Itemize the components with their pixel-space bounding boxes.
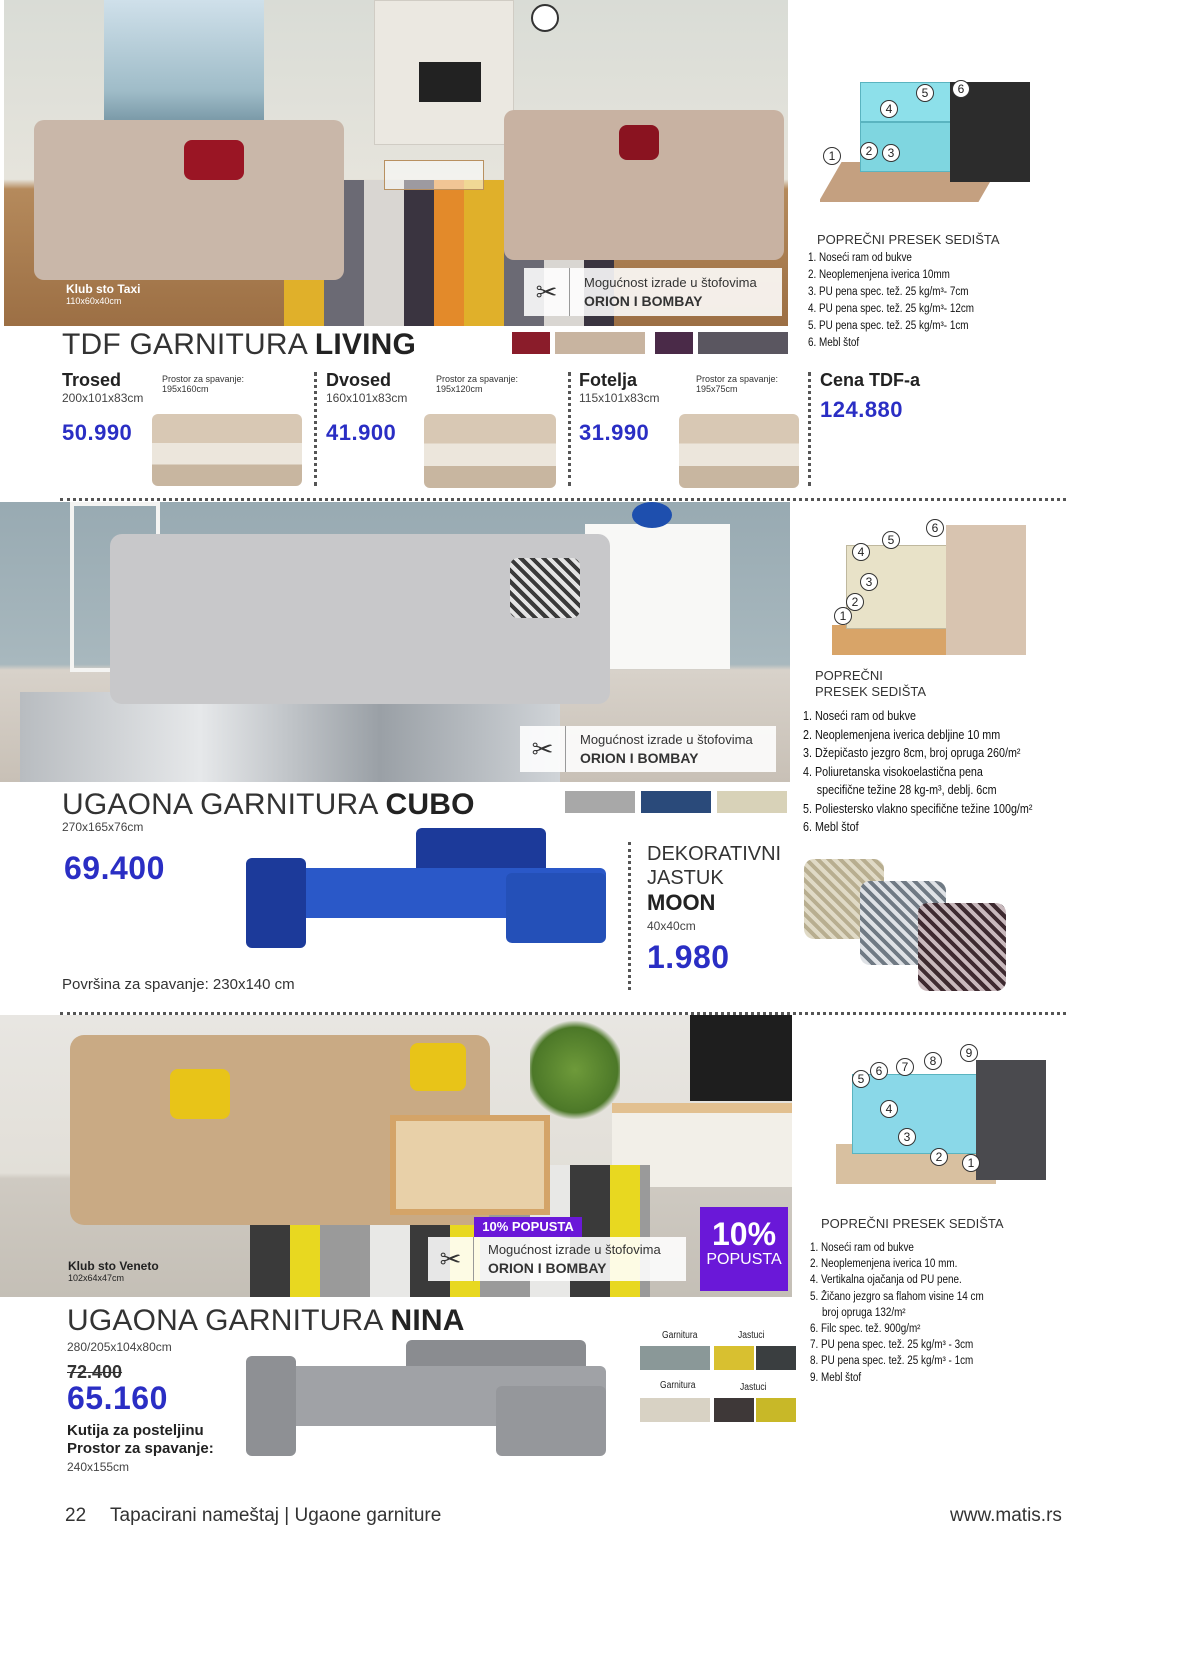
color-swatch <box>512 332 550 354</box>
spec-item: 8. PU pena spec. tež. 25 kg/m³ - 1cm <box>810 1355 974 1368</box>
rug <box>20 692 560 782</box>
sleep-area-text: Površina za spavanje: 230x140 cm <box>62 976 295 993</box>
pillow-label-1: DEKORATIVNI <box>647 843 782 865</box>
table-name: Klub sto Veneto <box>68 1259 159 1273</box>
spec-title-line2: PRESEK SEDIŠTA <box>815 684 927 699</box>
divider <box>628 842 631 990</box>
window <box>104 0 264 130</box>
color-swatch <box>655 332 693 354</box>
sleep-label: Prostor za spavanje: <box>436 374 519 384</box>
old-price: 72.400 <box>67 1362 123 1382</box>
spec-list <box>810 1240 1070 1386</box>
spec-item: 9. Mebl štof <box>810 1371 862 1384</box>
table-name: Klub sto Taxi <box>66 282 141 296</box>
footer-category: Tapacirani nameštaj | Ugaone garniture <box>110 1505 442 1526</box>
scissors-icon: ✂ <box>524 268 570 316</box>
color-swatch <box>565 791 635 813</box>
combo-label-jastuci: Jastuci <box>740 1382 767 1393</box>
fabric-line1: Mogućnost izrade u štofovima <box>580 732 753 747</box>
pillows-image <box>800 855 1020 995</box>
title-bold: LIVING <box>314 328 417 361</box>
fabric-swatch <box>756 1346 796 1370</box>
fabric-options-box <box>524 268 782 316</box>
fabric-swatch <box>714 1346 754 1370</box>
divider <box>808 372 811 486</box>
fabric-line2: ORION I BOMBAY <box>580 750 699 766</box>
spec-list <box>808 250 1068 352</box>
spec-item: 6. Mebl štof <box>803 820 859 834</box>
pillow-block <box>647 842 781 976</box>
sleep-space <box>436 374 518 394</box>
fabric-swatch <box>714 1398 754 1422</box>
badge-text: POPUSTA <box>706 1251 782 1268</box>
product-title-nina <box>67 1304 465 1338</box>
title-light: UGAONA GARNITURA <box>67 1304 382 1337</box>
badge-percent: 10% <box>711 1216 777 1252</box>
spec-item: 5. Poliestersko vlakno specifične težine 100g/m² <box>803 801 1033 816</box>
sleep-label: Prostor za spavanje: <box>696 374 779 384</box>
spec-list <box>803 707 1093 837</box>
table-dimensions: 110x60x40cm <box>66 296 122 306</box>
spec-item: 2. Neoplemenjena iverica 10 mm. <box>810 1258 958 1271</box>
grey-sofa-bed-image <box>246 1336 606 1476</box>
product-dvosed <box>326 370 566 490</box>
pillow-label-2: JASTUK <box>647 867 724 889</box>
sleep-space <box>162 374 244 394</box>
blue-sofa-bed-image <box>246 828 606 968</box>
spec-item: 3. Džepičasto jezgro 8cm, broj opruga 260/m² <box>803 746 1021 760</box>
product-name: Dvosed <box>326 370 392 390</box>
spec-item: 3. PU pena spec. tež. 25 kg/m³- 7cm <box>808 286 969 298</box>
sleep-space <box>696 374 778 394</box>
seat-cross-section-image: 1 2 3 4 5 6 7 8 9 <box>826 1044 1050 1194</box>
spec-item: 4. PU pena spec. tež. 25 kg/m³- 12cm <box>808 303 975 315</box>
spec-item: 2. Neoplemenjena iverica debljine 10 mm <box>803 727 1001 742</box>
spec-title: POPREČNI PRESEK SEDIŠTA <box>817 232 1000 247</box>
total-price-block <box>820 370 920 423</box>
scissors-icon: ✂ <box>428 1237 474 1281</box>
product-dimensions: 115x101x83cm <box>579 391 660 405</box>
footer-url[interactable]: www.matis.rs <box>950 1505 1062 1526</box>
fabric-line2: ORION I BOMBAY <box>488 1260 607 1276</box>
divider <box>314 372 317 486</box>
yellow-pillow <box>410 1043 466 1091</box>
title-light: TDF GARNITURA <box>62 328 307 361</box>
color-swatch <box>641 791 711 813</box>
pillow-name: MOON <box>647 890 716 915</box>
total-label: Cena TDF-a <box>820 370 921 390</box>
coffee-table <box>390 1115 550 1215</box>
color-swatch <box>717 791 787 813</box>
product-price: 65.160 <box>67 1380 168 1416</box>
spec-item: 4. Vertikalna ojačanja od PU pene. <box>810 1274 962 1287</box>
spec-item: 2. Neoplemenjena iverica 10mm <box>808 269 950 281</box>
fabric-swatch <box>640 1398 710 1422</box>
living-room-photo <box>4 0 788 326</box>
spec-item: broj opruga 132/m² <box>822 1306 906 1319</box>
coffee-table <box>384 160 484 190</box>
product-price: 69.400 <box>64 850 165 886</box>
feature-sleep: Prostor za spavanje: <box>67 1440 214 1457</box>
section-separator <box>60 498 1066 501</box>
pattern-pillow <box>510 558 580 618</box>
spec-item: specifične težine 28 kg-m³, deblj. 6cm <box>816 783 997 797</box>
red-pillow <box>184 140 244 180</box>
photo-label <box>66 282 140 306</box>
fabric-swatch <box>640 1346 710 1370</box>
nina-room-photo <box>0 1015 792 1297</box>
product-features <box>67 1422 214 1476</box>
product-name: Trosed <box>62 370 122 390</box>
tv <box>419 62 481 102</box>
discount-badge <box>700 1207 788 1291</box>
spec-title-line1: POPREČNI <box>815 668 883 683</box>
sleep-dim: 195x160cm <box>162 384 209 394</box>
sleep-dimensions: 240x155cm <box>67 1460 130 1474</box>
fabric-options-box <box>428 1237 686 1281</box>
spec-item: 4. Poliuretanska visokoelastična pena <box>803 764 983 779</box>
product-dimensions: 280/205x104x80cm <box>67 1340 172 1354</box>
table-dimensions: 102x64x47cm <box>68 1273 125 1283</box>
product-dimensions: 270x165x76cm <box>62 820 144 834</box>
product-dimensions: 200x101x83cm <box>62 391 144 405</box>
combo-label-garnitura: Garnitura <box>662 1330 698 1341</box>
sleep-label: Prostor za spavanje: <box>162 374 245 384</box>
spec-item: 5. PU pena spec. tež. 25 kg/m³- 1cm <box>808 320 969 332</box>
spec-item: 5. Žičano jezgro sa flahom visine 14 cm <box>810 1290 984 1303</box>
pillow-dimensions: 40x40cm <box>647 919 696 933</box>
product-title-living <box>62 328 416 362</box>
sofa-bed-image <box>424 414 556 488</box>
product-trosed <box>62 370 312 490</box>
page-number: 22 <box>65 1505 87 1526</box>
combo-label-jastuci: Jastuci <box>738 1330 765 1341</box>
feature-storage: Kutija za posteljinu <box>67 1422 204 1439</box>
tv <box>690 1015 792 1101</box>
sleep-dim: 195x120cm <box>436 384 483 394</box>
sofa-bed-image <box>152 414 302 486</box>
plant <box>530 1015 620 1125</box>
title-bold: NINA <box>390 1304 465 1337</box>
color-swatch <box>698 332 788 354</box>
product-price: 31.990 <box>579 420 650 445</box>
product-title-cubo <box>62 788 475 822</box>
title-light: UGAONA GARNITURA <box>62 788 377 821</box>
armchair-bed-image <box>679 414 799 488</box>
product-dimensions: 160x101x83cm <box>326 391 408 405</box>
spec-item: 6. Mebl štof <box>808 337 860 349</box>
seat-cross-section-image: 1 2 3 4 5 6 <box>826 515 1036 665</box>
product-fotelja <box>579 370 809 490</box>
spec-item: 1. Noseći ram od bukve <box>803 709 916 723</box>
yellow-pillow <box>170 1069 230 1119</box>
product-price: 50.990 <box>62 420 133 445</box>
spec-title: POPREČNI PRESEK SEDIŠTA <box>821 1216 1004 1231</box>
product-name: Fotelja <box>579 370 638 390</box>
red-pillow <box>619 125 659 160</box>
color-swatch <box>555 332 645 354</box>
blue-vase <box>632 502 672 528</box>
fabric-line1: Mogućnost izrade u štofovima <box>584 275 757 290</box>
total-price: 124.880 <box>820 397 904 422</box>
color-combinations <box>640 1330 800 1430</box>
fabric-line1: Mogućnost izrade u štofovima <box>488 1242 661 1257</box>
title-bold: CUBO <box>385 788 475 821</box>
combo-label-garnitura: Garnitura <box>660 1380 696 1391</box>
product-price: 41.900 <box>326 420 397 445</box>
photo-label <box>68 1259 159 1283</box>
spec-item: 1. Noseći ram od bukve <box>810 1242 914 1254</box>
fabric-swatch <box>756 1398 796 1422</box>
spec-item: 6. Filc spec. tež. 900g/m² <box>810 1323 921 1336</box>
divider <box>568 372 571 486</box>
scissors-icon: ✂ <box>520 726 566 772</box>
fabric-line2: ORION I BOMBAY <box>584 293 703 309</box>
cubo-room-photo <box>0 502 790 782</box>
fabric-options-box <box>520 726 776 772</box>
pillow-price: 1.980 <box>647 939 730 975</box>
spec-item: 7. PU pena spec. tež. 25 kg/m³ - 3cm <box>810 1339 974 1352</box>
spec-title <box>815 668 926 700</box>
spec-item: 1. Noseći ram od bukve <box>808 252 912 264</box>
seat-cross-section-image: 1 2 3 4 5 6 <box>820 72 1040 222</box>
discount-banner: 10% POPUSTA <box>474 1217 582 1237</box>
clock <box>531 4 559 32</box>
sleep-dim: 195x75cm <box>696 384 738 394</box>
